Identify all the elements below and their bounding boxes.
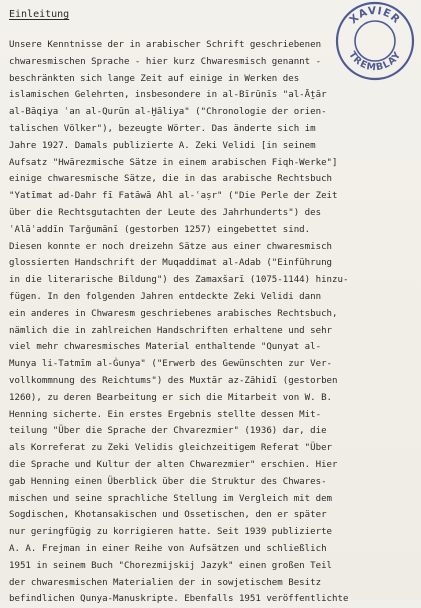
text-line: ʿAlāʾaddīn Tarǧumānī (gestorben 1257) eingebettet sind. xyxy=(9,224,311,235)
body-text xyxy=(9,37,415,608)
text-line: fügen. In den folgenden Jahren entdeckte Zeki Velidi dann xyxy=(9,291,322,302)
text-line: als Korreferat zu Zeki Velidis gleichzeitigem Referat "Über xyxy=(9,443,333,454)
stamp-text-bottom: TREMBLAY xyxy=(346,49,404,74)
text-line: A. A. Frejman in einer Reihe von Aufsätzen und schließlich xyxy=(9,543,327,554)
text-line: beschränkten sich lange Zeit auf einige in Werken des xyxy=(9,73,300,84)
text-line: al-Bāqiya ʿan al-Qurūn al-Ḫāliya" ("Chronologie der orien- xyxy=(9,107,327,118)
text-line: mischen und seine sprachliche Stellung im Vergleich mit dem xyxy=(9,493,333,504)
text-line: gab Henning einen Überblick über die Struktur des Chwares- xyxy=(9,476,327,487)
stamp-text-top: XAVIER xyxy=(347,4,403,27)
text-line: talischen Völker"), bezeugte Wörter. Das änderte sich im xyxy=(9,123,316,134)
text-line: der chwaresmischen Materialien der in sowjetischem Besitz xyxy=(9,577,322,588)
text-line: Jahre 1927. Damals publizierte A. Zeki Velidi [in seinem xyxy=(9,140,316,151)
text-line: viel mehr chwaresmisches Material enthaltende "Qunyat al- xyxy=(9,342,322,353)
text-line: die Sprache und Kultur der alten Chwarezmier" erschien. Hier xyxy=(9,459,338,470)
text-line: islamischen Gelehrten, insbesondere in al-Bīrūnīs "al-Āṯār xyxy=(9,90,327,101)
text-line: Aufsatz "Hwārezmische Sätze in einem arabischen Fiqh-Werke"] xyxy=(9,157,338,168)
text-line: vollkommnung des Reichtums") des Muxtār az-Zāhidī (gestorben xyxy=(9,375,338,386)
text-line: "Yatīmat ad-Dahr fī Fatāwā Ahl al-ʿaṣr" ("Die Perle der Zeit xyxy=(9,191,338,202)
text-line: befindlichen Qunya-Manuskripte. Ebenfalls 1951 veröffentlichte xyxy=(9,594,349,605)
text-line: in die literarische Bildung") des Zamaxšarī (1075-1144) hinzu- xyxy=(9,275,349,286)
text-line: Sogdischen, Khotansakischen und Ossetischen, den er später xyxy=(9,510,327,521)
text-line: über die Rechtsgutachten der Leute des Jahrhunderts") des xyxy=(9,207,322,218)
text-line: 1260), zu deren Bearbeitung er sich die Mitarbeit von W. B. xyxy=(9,392,333,403)
text-line: Diesen konnte er noch dreizehn Sätze aus einer chwaresmisch xyxy=(9,241,333,252)
text-line: Henning sicherte. Ein erstes Ergebnis stellte dessen Mit- xyxy=(9,409,322,420)
text-line: nämlich die in zahlreichen Handschriften erhaltene und sehr xyxy=(9,325,333,336)
text-line: chwaresmischen Sprache - hier kurz Chwaresmisch genannt - xyxy=(9,56,322,67)
text-line: teilung "Über die Sprache der Chvarezmier" (1936) dar, die xyxy=(9,426,327,437)
text-line: 1951 in seinem Buch "Chorezmijskij Jazyk" einen großen Teil xyxy=(9,560,333,571)
section-heading: Einleitung xyxy=(9,9,70,20)
text-line: einige chwaresmische Sätze, die in das arabische Rechtsbuch xyxy=(9,174,333,185)
text-line: Munya li-Tatmīm al-Ġunya" ("Erwerb des Gewünschten zur Ver- xyxy=(9,359,333,370)
text-line: nur geringfügig zu korrigieren hatte. Seit 1939 publizierte xyxy=(9,527,333,538)
text-line: Unsere Kenntnisse der in arabischer Schrift geschriebenen xyxy=(9,40,322,50)
text-line: glossierten Handschrift der Muqaddimat al-Adab ("Einführung xyxy=(9,258,333,269)
text-line: ein anderes in Chwaresm geschriebenes arabisches Rechtsbuch, xyxy=(9,308,338,319)
